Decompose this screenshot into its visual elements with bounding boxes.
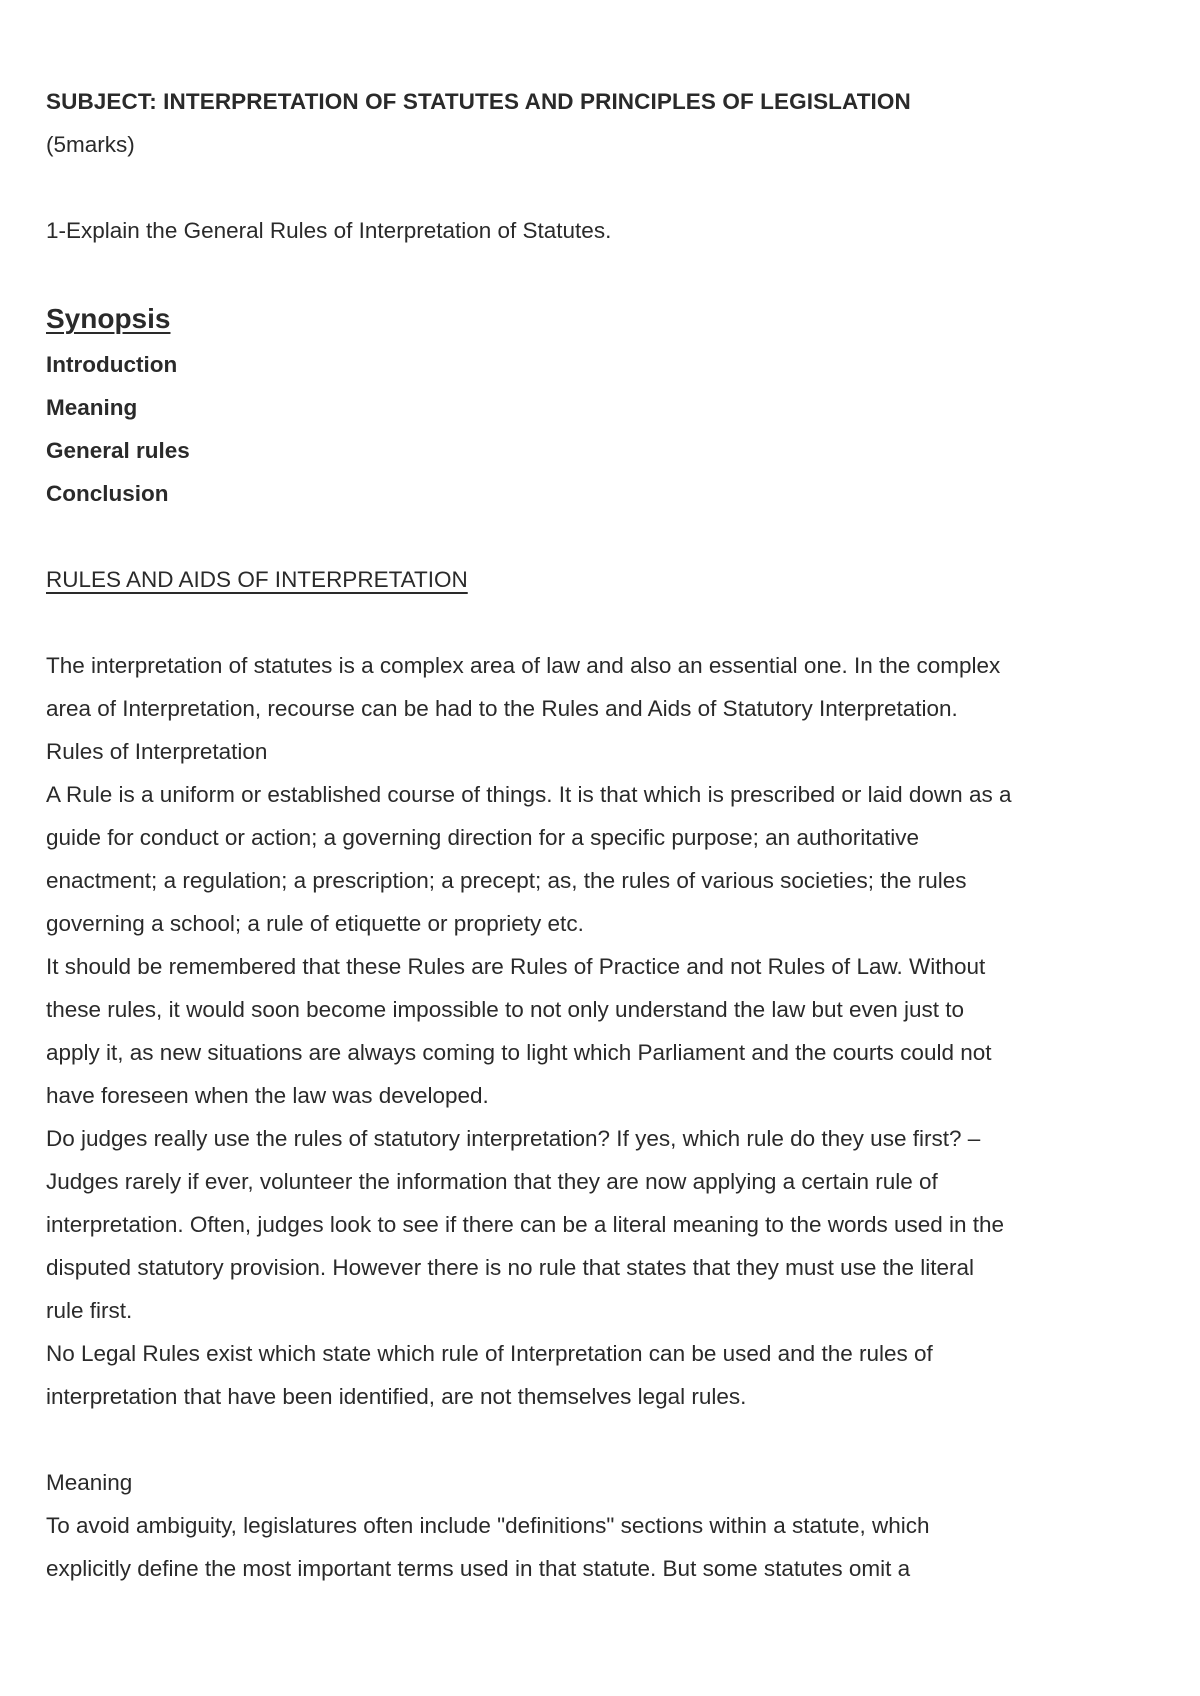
synopsis-item: Conclusion	[46, 481, 169, 506]
spacer	[46, 252, 1176, 283]
body-line: these rules, it would soon become impossible to not only understand the law but even just to	[46, 997, 965, 1022]
body-line: enactment; a regulation; a prescription; a precept; as, the rules of various societies; the rules	[46, 868, 967, 893]
subject-heading: SUBJECT: INTERPRETATION OF STATUTES AND PRINCIPLES OF LEGISLATION	[46, 89, 911, 114]
question-text: 1-Explain the General Rules of Interpretation of Statutes.	[46, 218, 612, 243]
body-line: interpretation that have been identified, are not themselves legal rules.	[46, 1384, 747, 1409]
body-line: A Rule is a uniform or established course of things. It is that which is prescribed or laid down as a	[46, 782, 1012, 807]
spacer	[46, 166, 1176, 209]
body-line: rule first.	[46, 1298, 133, 1323]
synopsis-item: Introduction	[46, 352, 178, 377]
body-line: have foreseen when the law was developed.	[46, 1083, 489, 1108]
section-body	[46, 644, 1176, 1418]
body-line: guide for conduct or action; a governing direction for a specific purpose; an authoritative	[46, 825, 920, 850]
body-line: governing a school; a rule of etiquette or propriety etc.	[46, 911, 584, 936]
synopsis-item: Meaning	[46, 395, 138, 420]
document-page	[46, 80, 1176, 1590]
body-line: Rules of Interpretation	[46, 739, 268, 764]
spacer	[46, 515, 1176, 558]
body-line: It should be remembered that these Rules are Rules of Practice and not Rules of Law. Without	[46, 954, 986, 979]
meaning-heading: Meaning	[46, 1470, 133, 1495]
marks-label: (5marks)	[46, 132, 135, 157]
body-line: Judges rarely if ever, volunteer the information that they are now applying a certain rule of	[46, 1169, 938, 1194]
section-heading: RULES AND AIDS OF INTERPRETATION	[46, 567, 468, 592]
body-line: area of Interpretation, recourse can be had to the Rules and Aids of Statutory Interpretation.	[46, 696, 958, 721]
body-line: disputed statutory provision. However there is no rule that states that they must use the literal	[46, 1255, 974, 1280]
body-line: Do judges really use the rules of statutory interpretation? If yes, which rule do they use first? –	[46, 1126, 981, 1151]
synopsis-item: General rules	[46, 438, 190, 463]
spacer	[46, 1418, 1176, 1461]
body-line: explicitly define the most important terms used in that statute. But some statutes omit a	[46, 1556, 911, 1581]
synopsis-list	[46, 343, 1176, 515]
spacer	[46, 601, 1176, 644]
body-line: interpretation. Often, judges look to see if there can be a literal meaning to the words used in the	[46, 1212, 1005, 1237]
body-line: The interpretation of statutes is a complex area of law and also an essential one. In the complex	[46, 653, 1001, 678]
synopsis-heading: Synopsis	[46, 303, 171, 334]
body-line: To avoid ambiguity, legislatures often include "definitions" sections within a statute, which	[46, 1513, 930, 1538]
body-line: No Legal Rules exist which state which rule of Interpretation can be used and the rules of	[46, 1341, 933, 1366]
body-line: apply it, as new situations are always coming to light which Parliament and the courts could not	[46, 1040, 992, 1065]
